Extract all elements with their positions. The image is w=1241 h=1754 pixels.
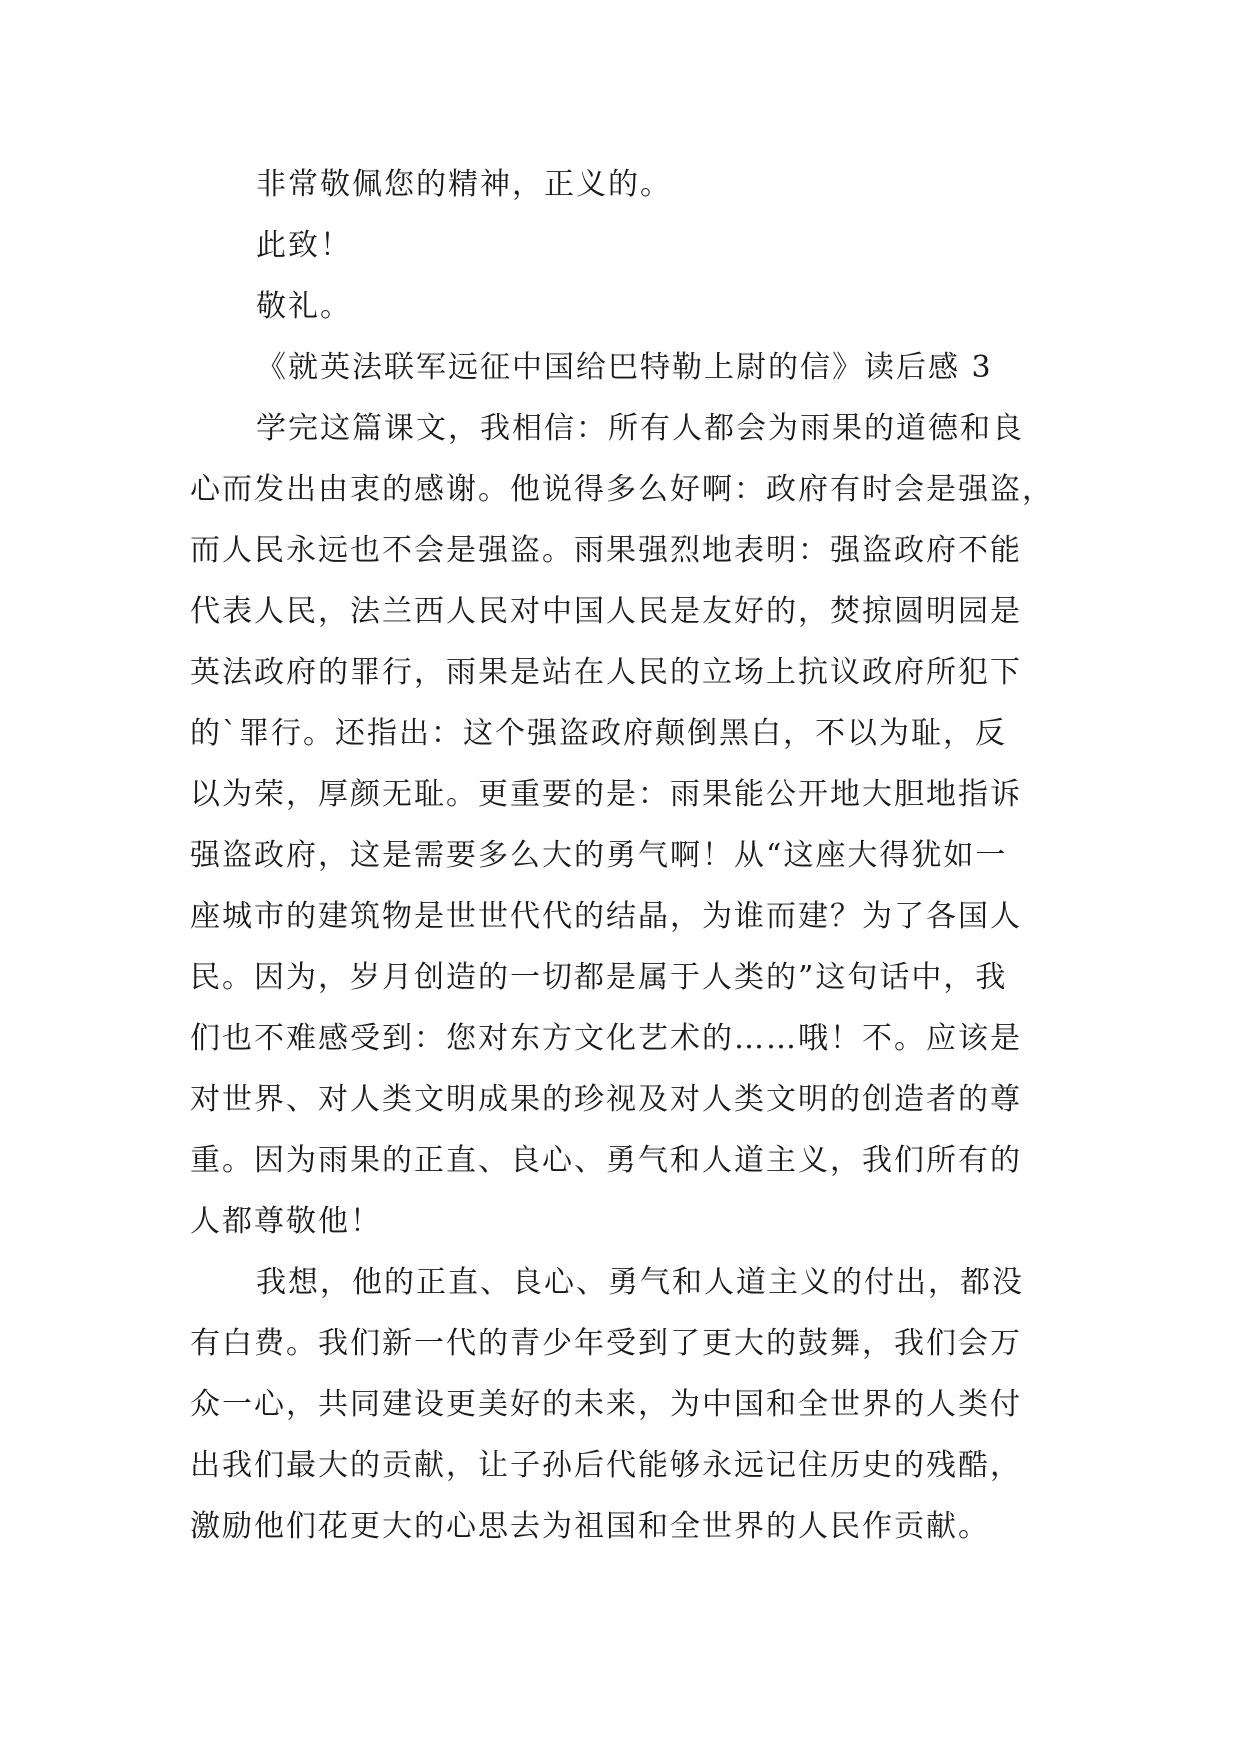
paragraph1-line: 们也不难感受到：您对东方文化艺术的……哦！不。应该是 [190, 1021, 1022, 1056]
paragraph1-line: 代表人民，法兰西人民对中国人民是友好的，焚掠圆明园是 [190, 594, 1022, 629]
paragraph2-line: 我想，他的正直、良心、勇气和人道主义的付出，都没 [256, 1265, 1024, 1300]
paragraph2-line: 出我们最大的贡献，让子孙后代能够永远记住历史的残酷， [190, 1448, 1022, 1483]
paragraph2-line: 众一心，共同建设更美好的未来，为中国和全世界的人类付 [190, 1387, 1022, 1422]
paragraph1-line: 民。因为，岁月创造的一切都是属于人类的”这句话中，我 [190, 960, 1008, 995]
paragraph2-line: 有白费。我们新一代的青少年受到了更大的鼓舞，我们会万 [190, 1326, 1022, 1361]
paragraph1-line: 人都尊敬他！ [190, 1204, 382, 1239]
paragraph1-line: 学完这篇课文，我相信：所有人都会为雨果的道德和良 [256, 411, 1024, 446]
paragraph1-line: 对世界、对人类文明成果的珍视及对人类文明的创造者的尊 [190, 1082, 1022, 1117]
paragraph2-line: 激励他们花更大的心思去为祖国和全世界的人民作贡献。 [190, 1509, 990, 1544]
closing-line-jingli: 敬礼。 [256, 289, 352, 324]
paragraph1-line: 重。因为雨果的正直、良心、勇气和人道主义，我们所有的 [190, 1143, 1022, 1178]
paragraph1-line: 以为荣，厚颜无耻。更重要的是：雨果能公开地大胆地指诉 [190, 777, 1022, 812]
closing-line-admiration: 非常敬佩您的精神，正义的。 [256, 167, 672, 202]
paragraph1-line: 的`罪行。还指出：这个强盗政府颠倒黑白，不以为耻，反 [190, 716, 1007, 751]
paragraph1-line: 心而发出由衷的感谢。他说得多么好啊：政府有时会是强盗， [190, 472, 1054, 507]
closing-line-cizhi: 此致！ [256, 228, 352, 263]
paragraph1-line: 座城市的建筑物是世世代代的结晶，为谁而建？为了各国人 [190, 899, 1022, 934]
paragraph1-line: 英法政府的罪行，雨果是站在人民的立场上抗议政府所犯下 [190, 655, 1022, 690]
paragraph1-line: 强盗政府，这是需要多么大的勇气啊！从“这座大得犹如一 [190, 838, 1008, 873]
paragraph1-line: 而人民永远也不会是强盗。雨果强烈地表明：强盗政府不能 [190, 533, 1022, 568]
essay-title: 《就英法联军远征中国给巴特勒上尉的信》读后感 3 [256, 350, 993, 385]
